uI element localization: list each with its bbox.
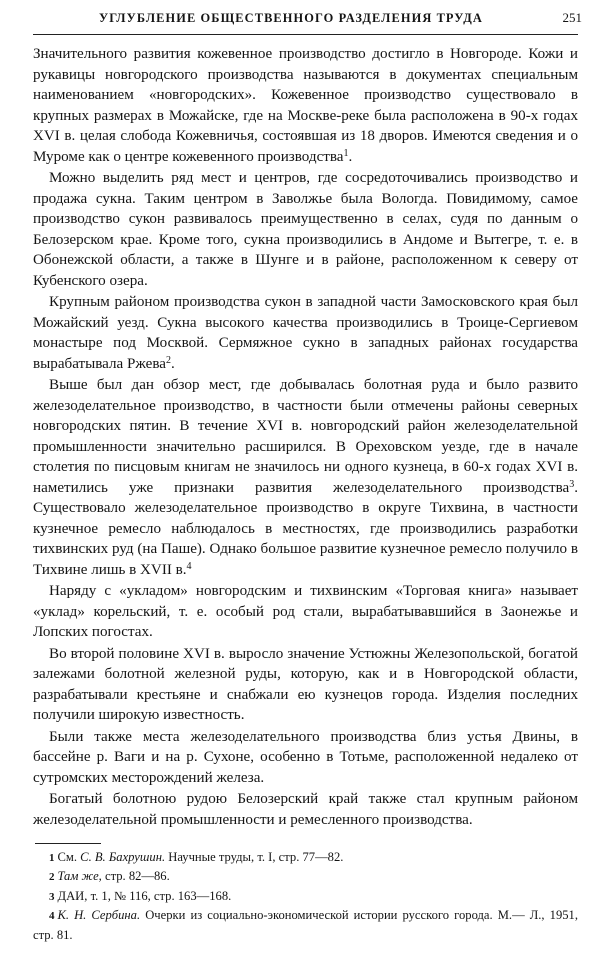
footnote-author: Там же, xyxy=(57,869,102,884)
footnote-ref: 4 xyxy=(186,560,192,572)
paragraph xyxy=(33,581,578,643)
header-title: УГЛУБЛЕНИЕ ОБЩЕСТВЕННОГО РАЗДЕЛЕНИЯ ТРУДА xyxy=(99,11,483,25)
paragraph xyxy=(33,44,578,167)
paragraph-text: Во второй половине XVI в. выросло значение Устюжны Железопольской, богатой залежами болотной железной руды, которую, как и в Новгородской области, разрабатывали крестьяне и снабжали ею кузнецов города. Изделия последних получили широкую известность. xyxy=(33,645,578,723)
paragraph-text-end: . xyxy=(348,148,353,165)
paragraph-text: Значительного развития кожевенное производство достигло в Новгороде. Кожи и рукавицы новгородского производства называются в документах специальным наименованием «новгородских». Кожевенное производство существовало в крупных размерах в Можайске, где на Москве-реке была расположена в 90-х годах XVI в. целая слобода Кожевничья, состоявшая из 18 дворов. Имеются сведения и о Муроме как о центре кожевенного производства xyxy=(33,46,578,165)
footnote-author: К. Н. Сербина. xyxy=(57,908,141,923)
paragraph-text: Крупным районом производства сукон в западной части Замосковского края был Можайский уезд. Сукна высокого качества производились в Троице-Сергиевом монастыре под Москвой. Сермяжное сукно в западных районах государства вырабатывала Ржева xyxy=(33,294,578,372)
paragraph xyxy=(33,789,578,830)
footnote-number: 1 xyxy=(49,852,55,864)
footnote xyxy=(33,848,578,867)
main-text xyxy=(33,44,578,830)
paragraph-text: Богатый болотною рудою Белозерский край также стал крупным районом железоделательной промышленности и ремесленного производства. xyxy=(33,791,578,828)
footnote-text: Очерки из социально-экономической истории русского города. М.— Л., 1951, стр. 81. xyxy=(33,908,578,942)
footnotes xyxy=(33,848,578,944)
footnote-ref: 1 xyxy=(343,147,349,159)
footnote-text: стр. 82—86. xyxy=(101,869,170,884)
footnote-text: См. xyxy=(57,850,81,864)
footnote-ref: 2 xyxy=(165,354,171,366)
paragraph xyxy=(33,644,578,726)
paragraph xyxy=(33,292,578,374)
paragraph-text-end: . xyxy=(170,355,175,372)
paragraph-text: Наряду с «укладом» новгородским и тихвинским «Торговая книга» называет «уклад» корельский, т. е. особый род стали, вырабатывавшийся в Заонежье и Лопских погостах. xyxy=(33,583,578,640)
paragraph-text: Можно выделить ряд мест и центров, где сосредоточивались производство и продажа сукна. Таким центром в Заволжье была Вологда. Повидимому, самое производство сукон развивалось преимущественно в селах, судя по данным о Белозерском крае. Кроме того, сукна производились в Андоме и Вытегре, т. е. в Обонежской области, а также в Шунге и в районе, расположенном к северу от Кубенского озера. xyxy=(33,170,578,289)
paragraph-text: . Существовало железоделательное производство в округе Тихвина, в частности кузнечное ремесло наблюдалось в местностях, где производились разработки тихвинских руд (на Паше). Однако большое развитие кузнечное ремесло получило в Тихвине лишь в XVII в. xyxy=(33,479,578,578)
running-header xyxy=(33,10,582,35)
footnote-ref: 3 xyxy=(569,478,575,490)
footnote-number: 2 xyxy=(49,871,55,884)
footnote-author: С. В. Бахрушин. xyxy=(80,850,166,864)
paragraph-text: Были также места железоделательного производства близ устья Двины, в бассейне р. Ваги и на р. Сухоне, особенно в Тотьме, расположенной недалеко от сутромских месторождений железа. xyxy=(33,728,578,786)
footnote xyxy=(33,906,578,944)
footnote xyxy=(33,867,578,886)
footnote-text: Научные труды, т. I, стр. 77—82. xyxy=(165,850,344,864)
page-number: 251 xyxy=(562,10,582,25)
book-page xyxy=(33,10,582,944)
footnote-divider xyxy=(35,843,101,844)
footnote xyxy=(33,887,578,906)
footnote-number: 3 xyxy=(49,890,55,903)
paragraph-text: Выше был дан обзор мест, где добывалась болотная руда и было развито железоделательное производство, в частности были отмечены районы северных новгородских пятин. В течение XVI в. новгородский район железоделательной промышленности значительно расширился. В Ореховском уезде, где в начале столетия по писцовым книгам не значилось ни одного кузнеца, в 60-х годах XVI в. наметились уже признаки развития железоделательного производства xyxy=(33,377,578,496)
paragraph xyxy=(33,375,578,580)
paragraph xyxy=(33,727,578,789)
paragraph xyxy=(33,168,578,291)
footnote-text: ДАИ, т. 1, № 116, стр. 163—168. xyxy=(57,888,232,903)
footnote-number: 4 xyxy=(49,910,55,923)
